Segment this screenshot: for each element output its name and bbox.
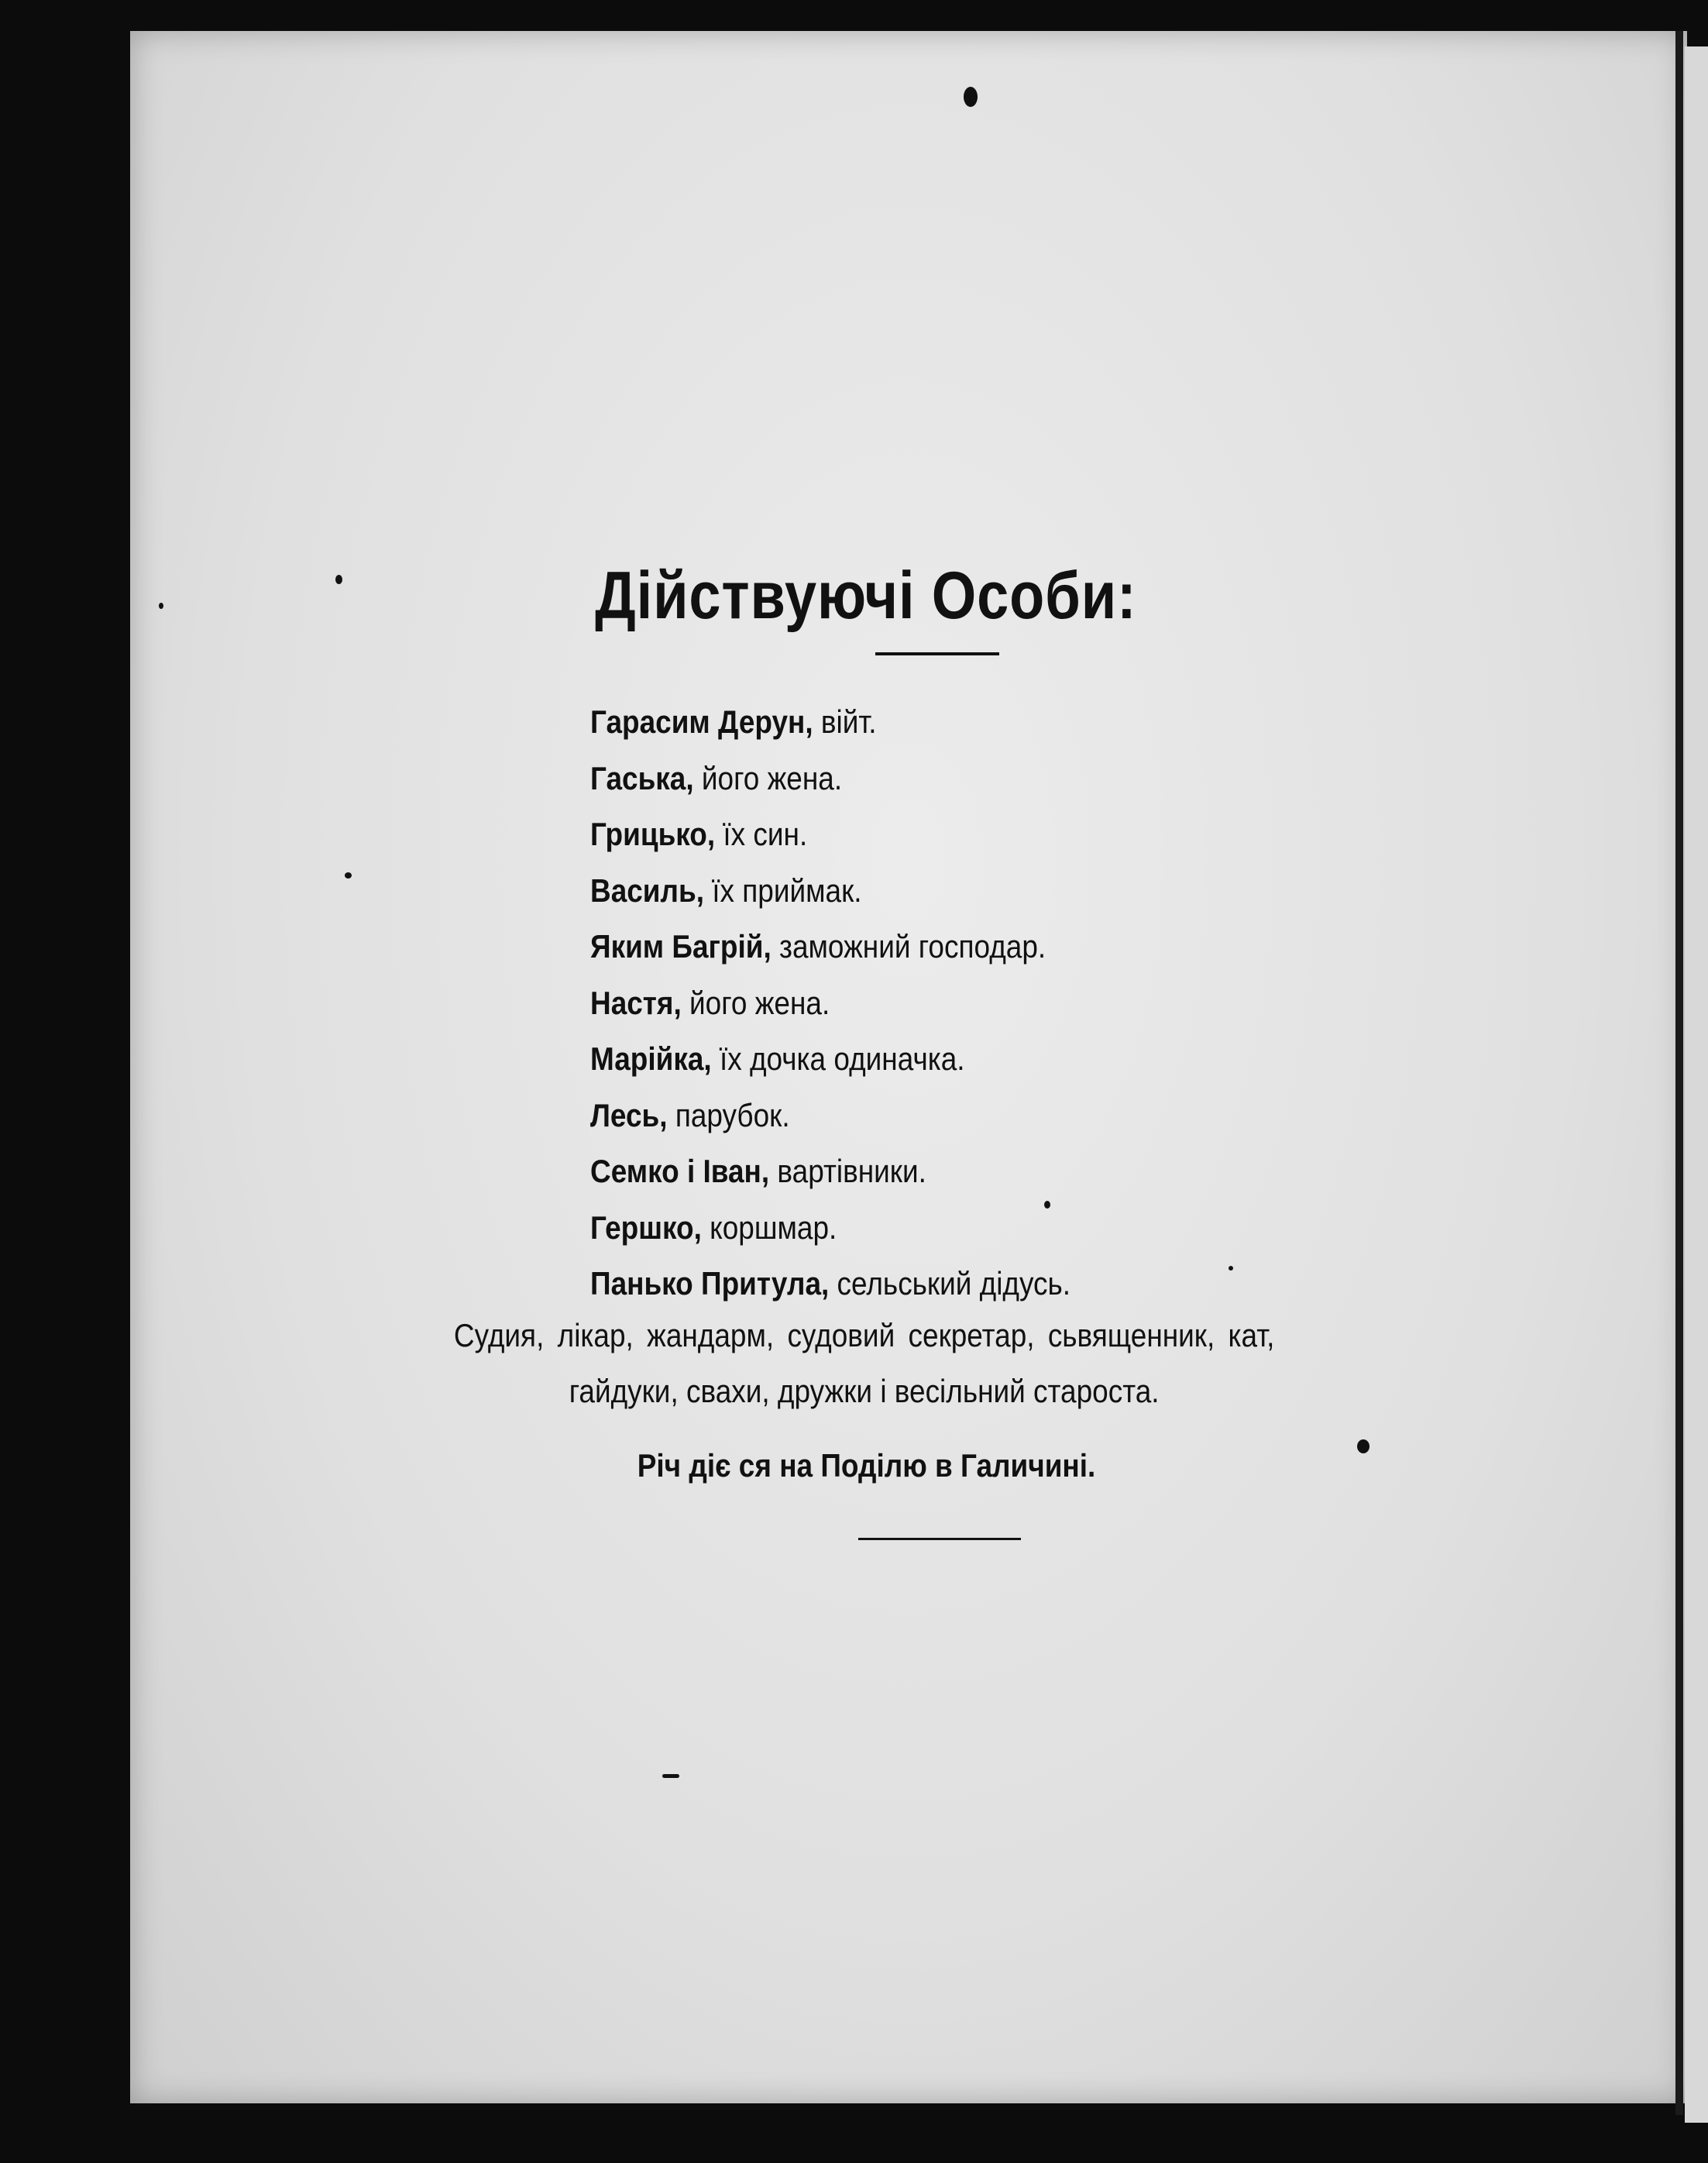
cast-description: його жена. bbox=[693, 759, 843, 796]
cast-name: Семко і Іван, bbox=[590, 1153, 770, 1189]
cast-item bbox=[590, 985, 1071, 1041]
ink-speck bbox=[335, 575, 342, 584]
cast-description: заможний господар. bbox=[771, 928, 1046, 965]
cast-description: його жена. bbox=[681, 984, 830, 1021]
ink-speck bbox=[1044, 1201, 1050, 1209]
cast-item bbox=[590, 872, 1071, 929]
cast-name: Грицько, bbox=[590, 816, 716, 852]
ink-speck bbox=[662, 1774, 679, 1778]
closing-rule bbox=[858, 1538, 1021, 1540]
title-underline-rule bbox=[875, 652, 999, 655]
cast-name: Гаська, bbox=[590, 759, 694, 796]
cast-name: Настя, bbox=[590, 984, 682, 1021]
cast-name: Гарасим Дерун, bbox=[590, 703, 813, 740]
cast-name: Гершко, bbox=[590, 1209, 702, 1246]
ink-speck bbox=[964, 87, 978, 107]
ink-speck bbox=[1357, 1439, 1369, 1453]
cast-name: Марійка, bbox=[590, 1040, 712, 1077]
cast-item bbox=[590, 703, 1071, 760]
ink-speck bbox=[345, 872, 352, 879]
cast-item bbox=[590, 928, 1071, 985]
cast-item bbox=[590, 1153, 1071, 1209]
ink-speck bbox=[159, 603, 163, 609]
cast-description: вартівники. bbox=[769, 1153, 926, 1189]
cast-item bbox=[590, 1209, 1071, 1266]
cast-description: їх приймак. bbox=[704, 872, 862, 909]
cast-description: коршмар. bbox=[701, 1209, 837, 1246]
cast-description: їх син. bbox=[715, 816, 808, 852]
cast-item bbox=[590, 760, 1071, 817]
setting-note: Річ діє ся на Поділю в Галичині. bbox=[637, 1447, 1096, 1484]
cast-name: Василь, bbox=[590, 872, 705, 909]
cast-item bbox=[590, 816, 1071, 872]
minor-characters-line-1: Судия, лікар, жандарм, судовий секретар, сьвященник, кат, bbox=[453, 1317, 1275, 1353]
cast-description: війт. bbox=[813, 703, 877, 740]
ink-speck bbox=[1229, 1266, 1233, 1271]
cast-item bbox=[590, 1265, 1071, 1322]
cast-name: Яким Багрій, bbox=[590, 928, 772, 965]
adjacent-page-strip bbox=[1685, 46, 1708, 2123]
cast-description: сельський дідусь. bbox=[829, 1265, 1071, 1302]
cast-name: Панько Притула, bbox=[590, 1265, 830, 1302]
cast-item bbox=[590, 1097, 1071, 1154]
cast-description: їх дочка одиначка. bbox=[711, 1040, 965, 1077]
cast-list bbox=[590, 703, 1136, 1322]
page-edge-shadow bbox=[1675, 31, 1683, 2115]
cast-name: Лесь, bbox=[590, 1096, 668, 1133]
cast-item bbox=[590, 1040, 1071, 1097]
cast-description: парубок. bbox=[667, 1096, 790, 1133]
minor-characters-line-2: гайдуки, свахи, дружки і весільний староста. bbox=[569, 1373, 1160, 1409]
page-title: Дійствуючі Особи: bbox=[595, 559, 1137, 633]
